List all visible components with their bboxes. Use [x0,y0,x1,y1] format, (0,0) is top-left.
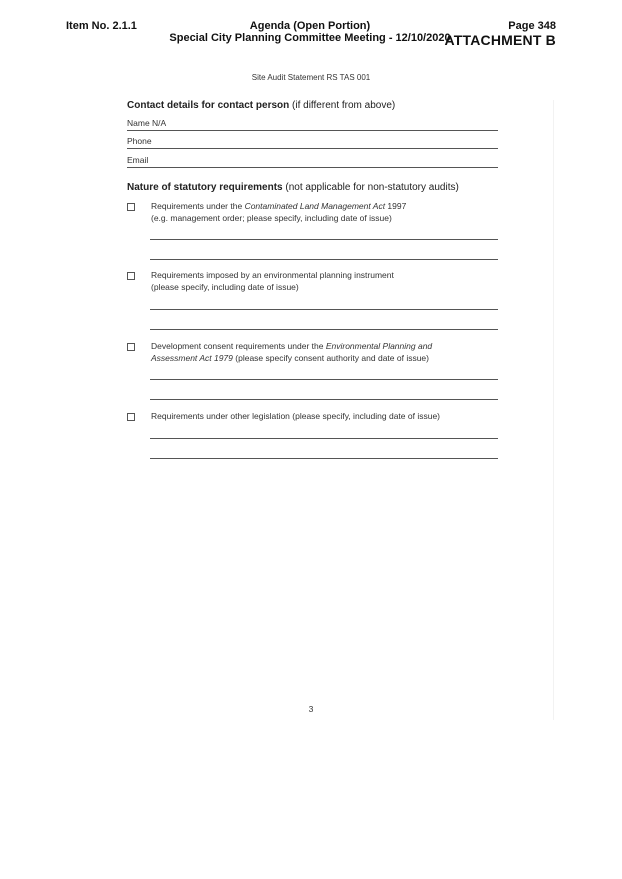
agenda-line-1: Agenda (Open Portion) [249,20,371,32]
contaminated-land-text [151,200,496,224]
development-consent-text [151,340,496,364]
planning-instrument-text [151,269,496,293]
name-field[interactable] [127,116,498,131]
contaminated-land-prefix: Requirements under the [151,201,245,211]
statutory-heading-note: (not applicable for non-statutory audits) [285,182,459,193]
planning-instrument-answer-line-1[interactable] [150,309,498,310]
statutory-heading-text: Nature of statutory requirements [127,182,283,193]
statement-title: Site Audit Statement RS TAS 001 [251,73,371,82]
statutory-heading [127,182,459,193]
development-consent-act-part-2: Assessment Act 1979 [151,353,233,363]
planning-instrument-line-1: Requirements imposed by an environmental planning instrument [151,270,394,280]
agenda-line-2: Special City Planning Committee Meeting - 12/10/2020 [169,32,451,44]
development-consent-suffix: (please specify consent authority and date of issue) [232,353,429,363]
contaminated-land-line-2: (e.g. management order; please specify, including date of issue) [151,213,392,223]
development-consent-line-2 [151,352,496,364]
phone-field-label: Phone [127,136,152,146]
page-number: 3 [308,704,314,714]
other-legislation-text [151,410,496,422]
contaminated-land-checkbox[interactable] [127,203,135,211]
email-field-label: Email [127,155,149,165]
agenda-title [160,20,460,44]
other-legislation-answer-line-2[interactable] [150,458,498,459]
planning-instrument-line-2: (please specify, including date of issue) [151,282,299,292]
development-consent-answer-line-2[interactable] [150,399,498,400]
planning-instrument-checkbox[interactable] [127,272,135,280]
development-consent-checkbox[interactable] [127,343,135,351]
email-field[interactable] [127,153,498,168]
development-consent-answer-line-1[interactable] [150,379,498,380]
contaminated-land-answer-line-1[interactable] [150,239,498,240]
contaminated-land-answer-line-2[interactable] [150,259,498,260]
scan-edge-shadow [553,100,554,720]
contact-heading [127,100,395,111]
development-consent-line-1 [151,340,496,352]
development-consent-prefix: Development consent requirements under the [151,341,326,351]
contaminated-land-act: Contaminated Land Management Act [244,201,386,211]
page-label: Page 348 [508,20,556,32]
other-legislation-checkbox[interactable] [127,413,135,421]
item-number: Item No. 2.1.1 [66,20,137,32]
name-field-label: Name N/A [127,118,167,128]
attachment-label: ATTACHMENT B [444,32,556,48]
contact-heading-text: Contact details for contact person [127,100,290,111]
other-legislation-answer-line-1[interactable] [150,438,498,439]
contaminated-land-year: 1997 [385,201,407,211]
phone-field[interactable] [127,134,498,149]
planning-instrument-answer-line-2[interactable] [150,329,498,330]
development-consent-act-part-1: Environmental Planning and [325,341,433,351]
other-legislation-line-1: Requirements under other legislation (please specify, including date of issue) [151,411,441,421]
contaminated-land-line-1 [151,200,496,212]
contact-heading-note: (if different from above) [292,100,396,111]
